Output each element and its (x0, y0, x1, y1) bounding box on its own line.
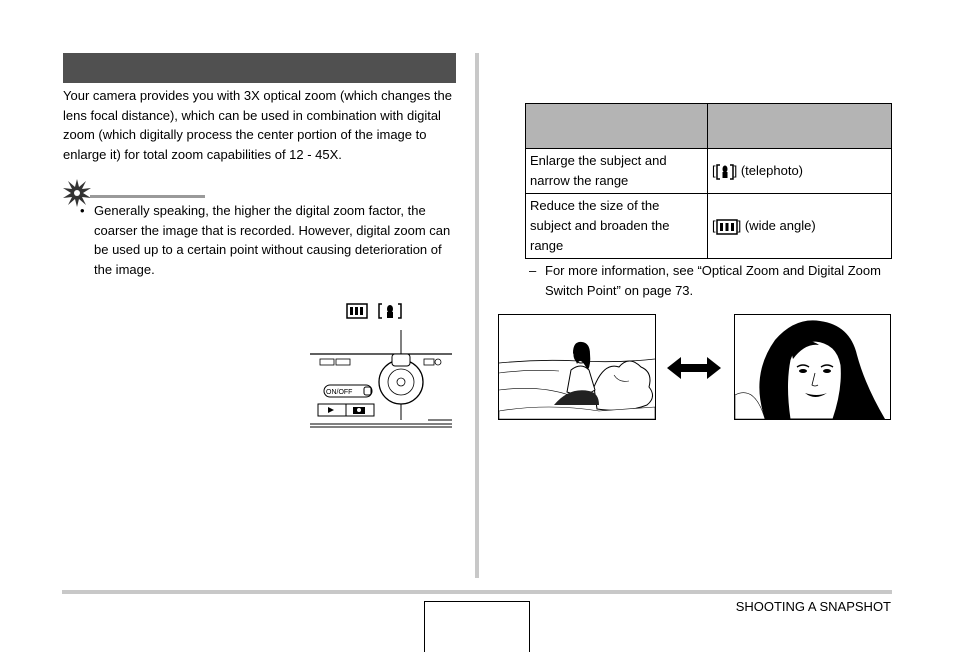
note-bullet (80, 201, 455, 279)
chapter-title: SHOOTING A SNAPSHOT (735, 599, 891, 614)
zoom-lever-icons (346, 302, 416, 320)
more-info-text: For more information, see “Optical Zoom and Digital Zoom Switch Point” on page 73. (545, 263, 881, 298)
zoom-label: ] (wide angle) (737, 218, 816, 233)
page-number-box (424, 601, 530, 652)
note-bullet-text: Generally speaking, the higher the digital zoom factor, the coarser the image that is recorded. However, digital zoom can be used up to a certain point without causing deterioration of the image. (94, 203, 451, 277)
table-header (526, 104, 708, 149)
table-cell-action: Reduce the size of the subject and broaden the range (526, 194, 708, 259)
telephoto-illustration (734, 314, 891, 420)
table-row (526, 149, 892, 194)
zoom-label: ] (telephoto) (733, 163, 803, 178)
note-underline (90, 195, 205, 198)
camera-diagram (308, 330, 454, 430)
wide-angle-icon (347, 304, 367, 318)
table-header-row (526, 104, 892, 149)
bracket-open: [ (712, 218, 716, 233)
zoom-table (525, 103, 892, 259)
telephoto-icon (379, 304, 401, 318)
table-row (526, 194, 892, 259)
telephoto-icon (716, 164, 734, 180)
bullet-dot: • (80, 203, 85, 218)
double-arrow-icon (667, 356, 721, 380)
onoff-label: ON/OFF (326, 389, 353, 396)
intro-paragraph: Your camera provides you with 3X optical zoom (which changes the lens focal distance), which can be used in combination with digital zoom (which digitally process the center portion of the image to enlarge it) for total zoom capabilities of 12 - 45X. (63, 88, 453, 162)
column-divider (475, 53, 479, 578)
wide-angle-icon (716, 219, 738, 235)
table-header (708, 104, 892, 149)
footer-rule (62, 590, 892, 594)
section-title-bar (63, 53, 456, 83)
table-cell-button (708, 194, 892, 259)
bracket-open: [ (712, 163, 716, 178)
more-info-note (529, 261, 889, 301)
dash: – (529, 263, 537, 278)
table-cell-button (708, 149, 892, 194)
table-cell-action: Enlarge the subject and narrow the range (526, 149, 708, 194)
wide-angle-illustration (498, 314, 656, 420)
